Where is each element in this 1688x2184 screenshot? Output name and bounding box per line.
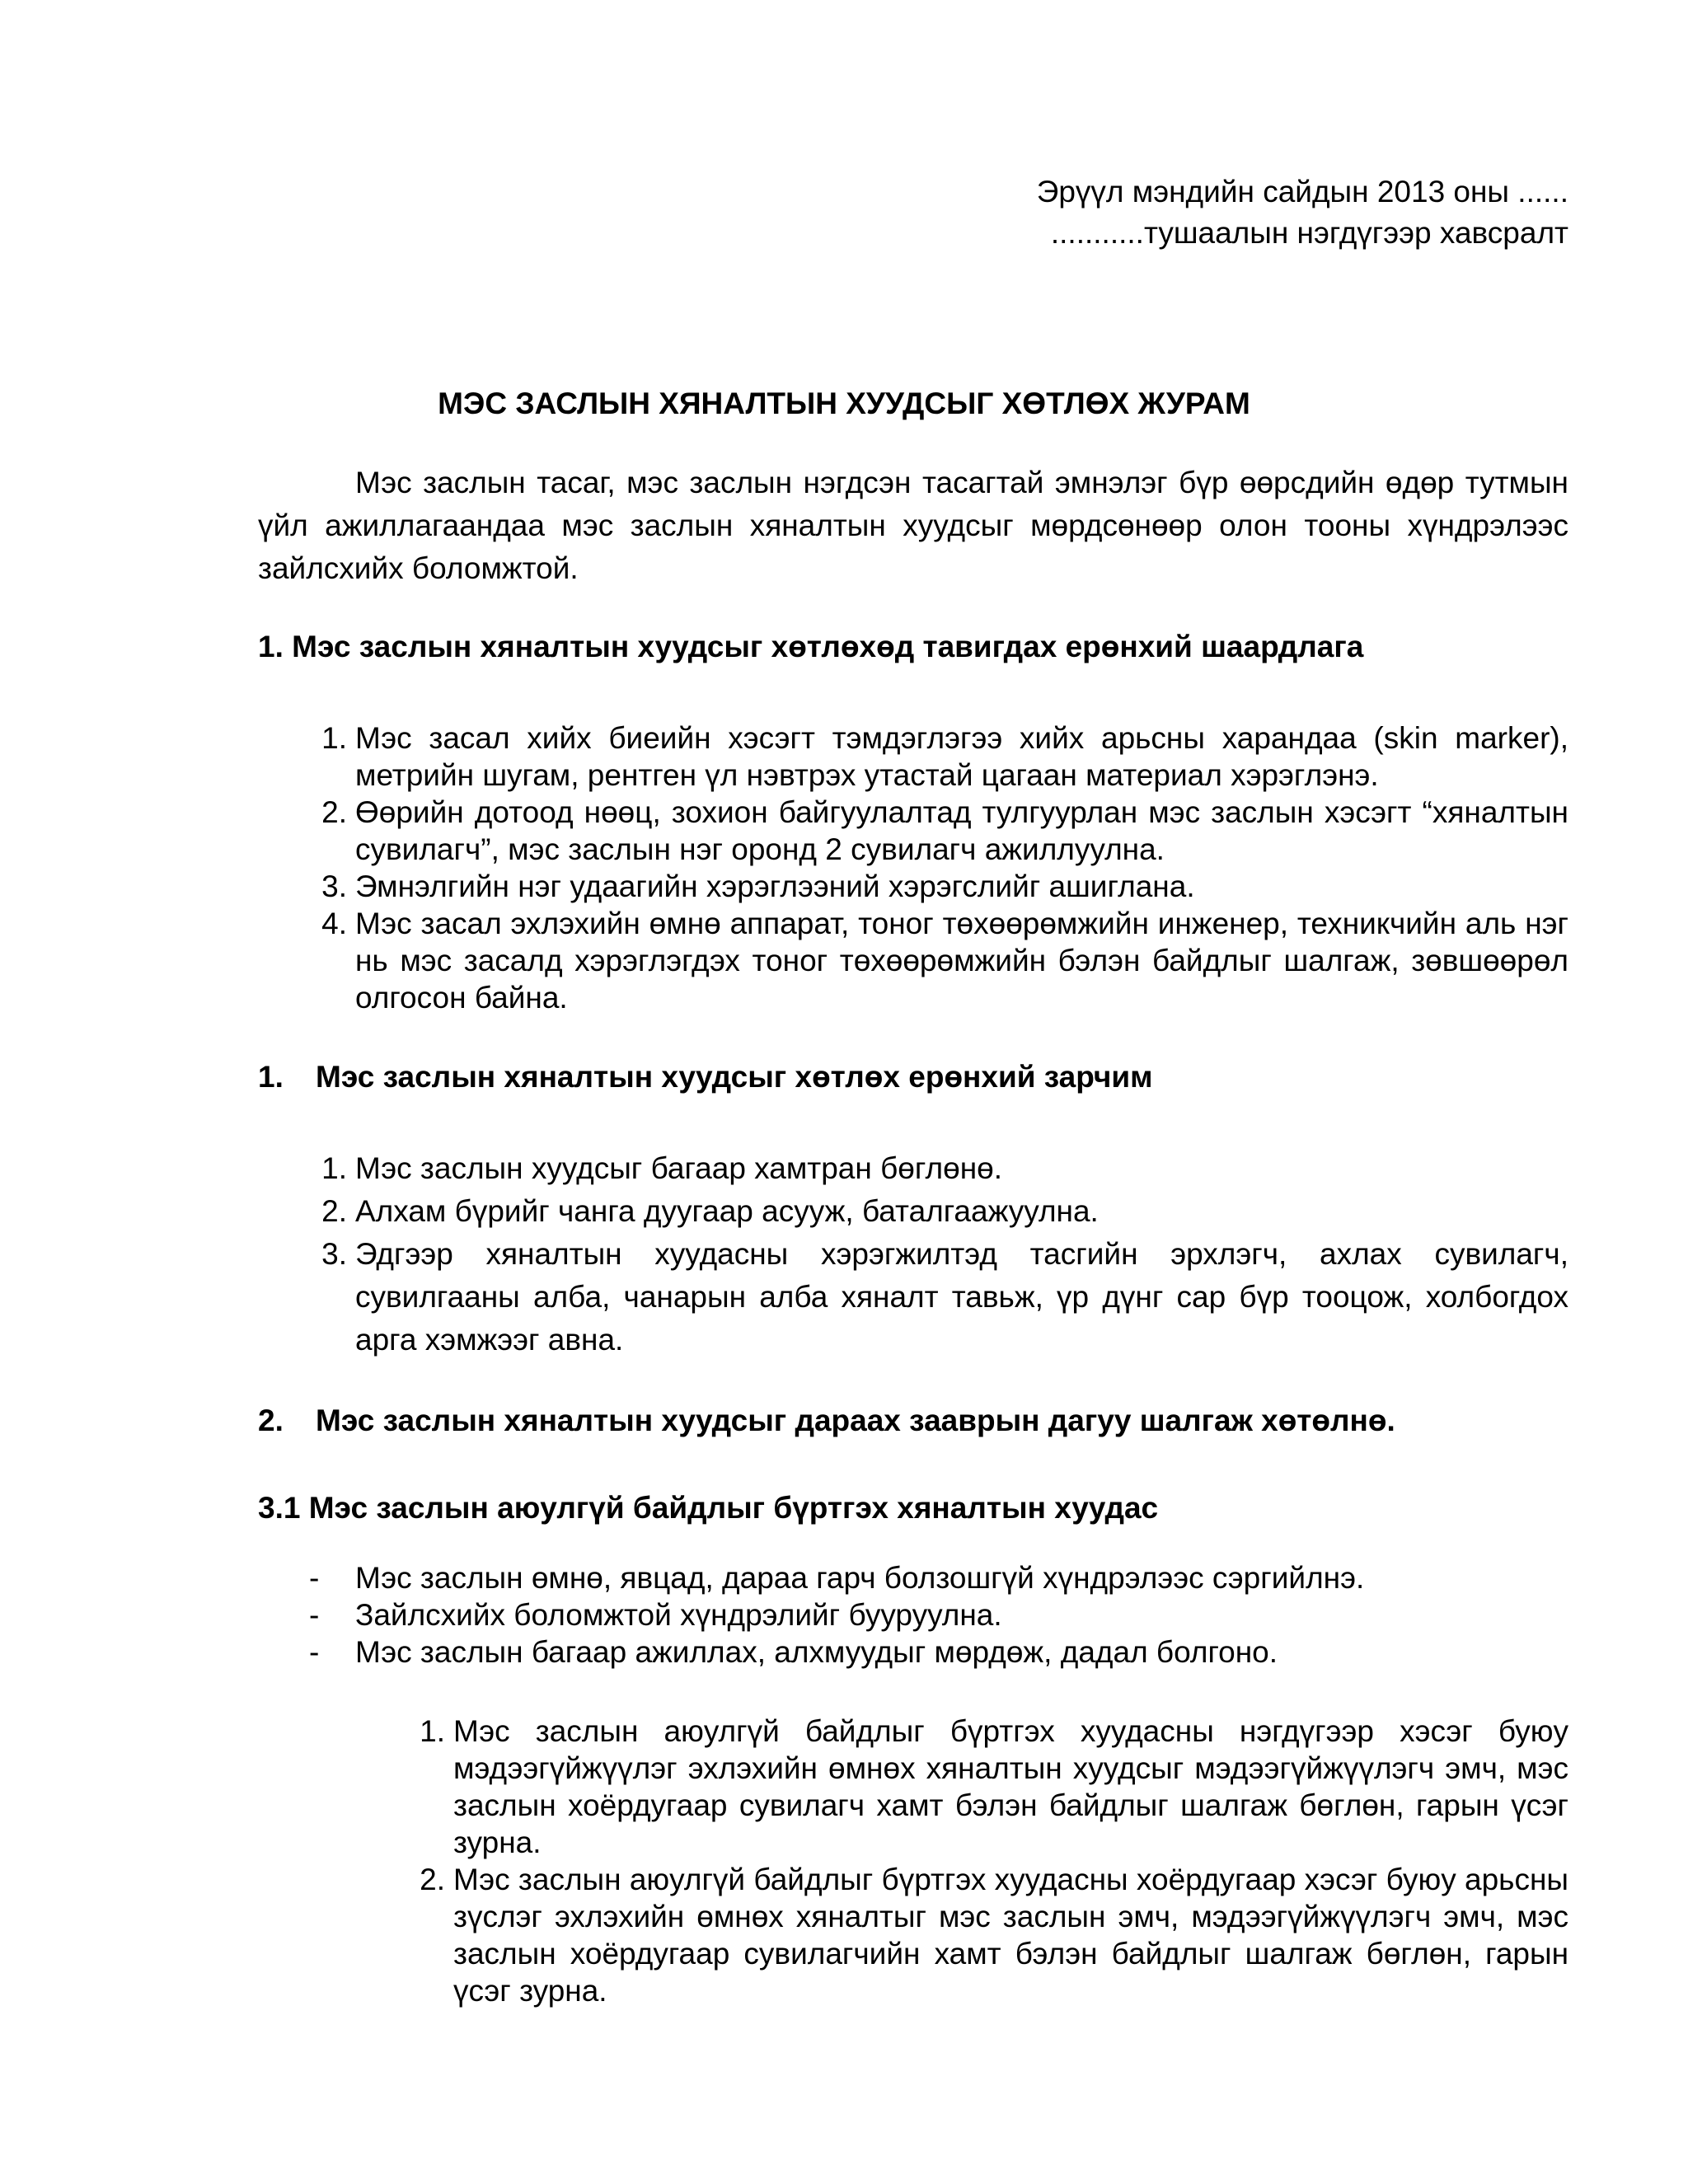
list-item-number: 2.	[420, 1863, 445, 1896]
list-item	[321, 1147, 1568, 1190]
list-item-text: Мэс засал хийх биеийн хэсэгт тэмдэглэгээ хийх арьсны харандаа (skin marker), метрийн шугам, рентген үл нэвтрэх утастай цагаан материал хэрэглэнэ.	[355, 721, 1568, 792]
list-item-number: 2.	[321, 1194, 347, 1228]
list-item	[321, 868, 1568, 905]
list-item-text: Зайлсхийх боломжтой хүндрэлийг бууруулна.	[355, 1598, 1002, 1632]
list-item	[420, 1861, 1568, 2009]
section-title: Мэс заслын хяналтын хуудсыг хөтлөх ерөнхий зарчим	[316, 1060, 1153, 1094]
list-item-text: Мэс заслын өмнө, явцад, дараа гарч болзошгүй хүндрэлээс сэргийлнэ.	[355, 1561, 1365, 1595]
list-item	[321, 719, 1568, 794]
list-item-number: 1.	[420, 1714, 445, 1748]
section-number: 1.	[258, 1060, 284, 1094]
requirements-list	[321, 719, 1568, 1016]
list-item-number: 2.	[321, 795, 347, 829]
list-item-text: Эдгээр хяналтын хуудасны хэрэгжилтэд тасгийн эрхлэгч, ахлах сувилагч, сувилгааны алба, чанарын алба хяналт тавьж, үр дүнг сар бүр тооцож, холбогдох арга хэмжээг авна.	[355, 1237, 1568, 1357]
list-item	[321, 905, 1568, 1016]
list-item-text: Эмнэлгийн нэг удаагийн хэрэглээний хэрэгслийг ашиглана.	[355, 869, 1195, 903]
section-title: Мэс заслын хяналтын хуудсыг дараах зааврын дагуу шалгаж хөтөлнө.	[316, 1404, 1395, 1437]
principles-list	[321, 1147, 1568, 1361]
list-item	[321, 1233, 1568, 1361]
subsection-safety-checklist-heading: 3.1 Мэс заслын аюулгүй байдлыг бүртгэх хяналтын хуудас	[258, 1491, 1159, 1525]
attachment-note	[1037, 171, 1568, 254]
bullet-dash: -	[309, 1561, 320, 1595]
attachment-note-line-1: Эрүүл мэндийн сайдын 2013 оны ......	[1036, 175, 1568, 209]
section-number: 2.	[258, 1404, 284, 1437]
attachment-note-line-2: ...........тушаалын нэгдүгээр хавсралт	[1050, 216, 1568, 250]
bullet-dash: -	[309, 1598, 320, 1632]
list-item	[321, 1190, 1568, 1233]
list-item	[309, 1596, 1568, 1633]
list-item-number: 4.	[321, 907, 347, 940]
section-principles-heading	[258, 1059, 1153, 1095]
bullet-dash: -	[309, 1635, 320, 1669]
section-instructions-heading	[258, 1403, 1395, 1439]
list-item-text: Өөрийн дотоод нөөц, зохион байгуулалтад тулгуурлан мэс заслын хэсэгт “хяналтын сувилагч”, мэс заслын нэг оронд 2 сувилагч ажиллуулна.	[355, 795, 1568, 866]
list-item-text: Мэс засал эхлэхийн өмнө аппарат, тоног төхөөрөмжийн инженер, техникчийн аль нэг нь мэс засалд хэрэглэгдэх тоног төхөөрөмжийн бэлэн байдлыг шалгаж, зөвшөөрөл олгосон байна.	[355, 907, 1568, 1015]
list-item-text: Мэс заслын багаар ажиллах, алхмуудыг мөрдөж, дадал болгоно.	[355, 1635, 1278, 1669]
list-item-text: Мэс заслын хуудсыг багаар хамтран бөглөнө.	[355, 1151, 1003, 1185]
list-item	[309, 1633, 1568, 1671]
list-item-number: 3.	[321, 869, 347, 903]
list-item-text: Мэс заслын аюулгүй байдлыг бүртгэх хуудасны нэгдүгээр хэсэг буюу мэдээгүйжүүлэг эхлэхийн өмнөх хяналтын хуудсыг мэдээгүйжүүлэгч эмч, мэс заслын хоёрдугаар сувилагч хамт бэлэн байдлыг шалгаж бөглөн, гарын үсэг зурна.	[453, 1714, 1568, 1859]
list-item-number: 1.	[321, 1151, 347, 1185]
section-requirements-heading: 1. Мэс заслын хяналтын хуудсыг хөтлөхөд тавигдах ерөнхий шаардлага	[258, 630, 1364, 663]
safety-goals-list	[309, 1559, 1568, 1671]
list-item	[321, 794, 1568, 868]
list-item-text: Мэс заслын аюулгүй байдлыг бүртгэх хуудасны хоёрдугаар хэсэг буюу арьсны зүслэг эхлэхийн өмнөх хяналтыг мэс заслын эмч, мэдээгүйжүүлэгч эмч, мэс заслын хоёрдугаар сувилагчийн хамт бэлэн байдлыг шалгаж бөглөн, гарын үсэг зурна.	[453, 1863, 1568, 2008]
document-title: МЭС ЗАСЛЫН ХЯНАЛТЫН ХУУДСЫГ ХӨТЛӨХ ЖУРАМ	[438, 387, 1250, 420]
intro-paragraph: Мэс заслын тасаг, мэс заслын нэгдсэн тасагтай эмнэлэг бүр өөрсдийн өдөр тутмын үйл ажиллагаандаа мэс заслын хяналтын хуудсыг мөрдсөнөөр олон тооны хүндрэлээс зайлсхийх боломжтой.	[258, 466, 1568, 585]
list-item-number: 3.	[321, 1237, 347, 1271]
list-item-text: Алхам бүрийг чанга дуугаар асууж, баталгаажуулна.	[355, 1194, 1099, 1228]
list-item	[309, 1559, 1568, 1596]
list-item	[420, 1713, 1568, 1861]
list-item-number: 1.	[321, 721, 347, 755]
checklist-steps-list	[420, 1713, 1568, 2009]
